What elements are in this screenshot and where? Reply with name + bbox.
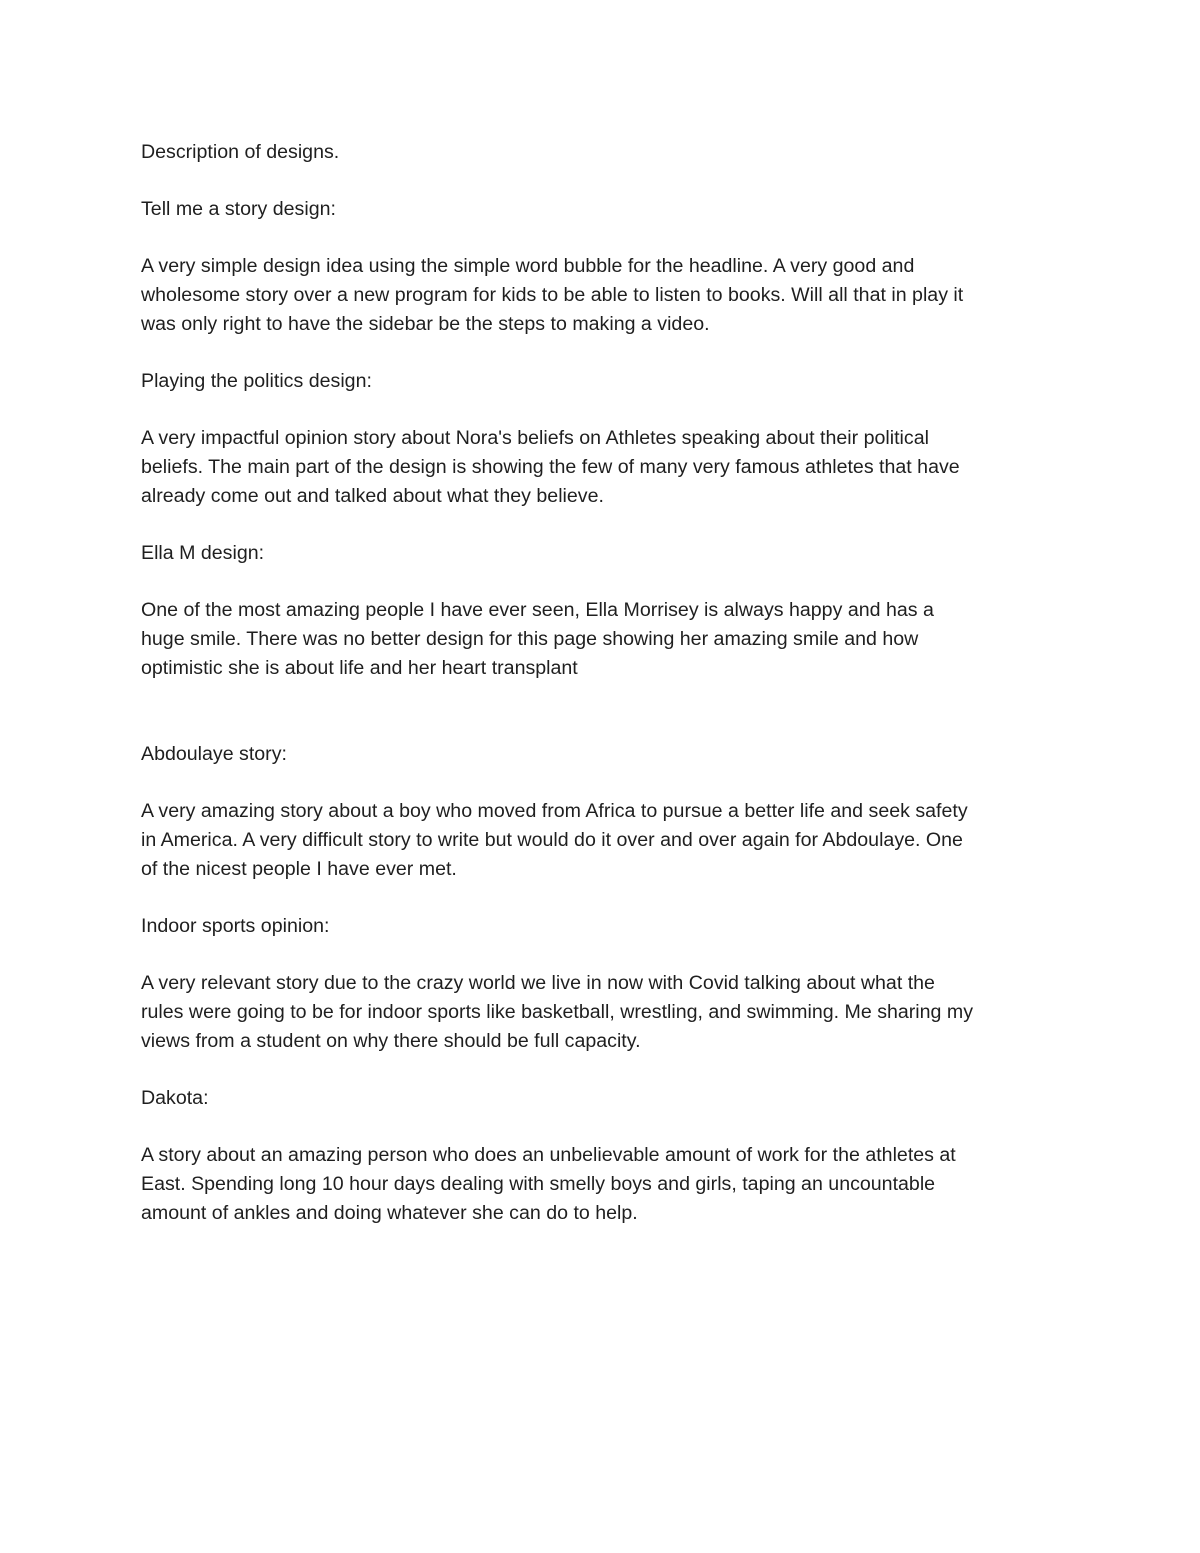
paragraph-line: in America. A very difficult story to write but would do it over and over again for Abdoulaye. One xyxy=(141,829,963,851)
paragraph-line: huge smile. There was no better design for this page showing her amazing smile and how xyxy=(141,628,919,650)
paragraph-line: of the nicest people I have ever met. xyxy=(141,858,457,880)
section-heading: Tell me a story design: xyxy=(141,198,336,220)
section-heading: Ella M design: xyxy=(141,542,265,564)
paragraph-line: beliefs. The main part of the design is showing the few of many very famous athletes that have xyxy=(141,456,960,478)
paragraph-line: was only right to have the sidebar be the steps to making a video. xyxy=(141,313,710,335)
section-paragraph xyxy=(141,797,1080,884)
paragraph-line: wholesome story over a new program for kids to be able to listen to books. Will all that in play it xyxy=(141,284,964,306)
blank-line xyxy=(141,711,1080,740)
document-title: Description of designs. xyxy=(141,141,340,163)
paragraph-line: amount of ankles and doing whatever she can do to help. xyxy=(141,1202,638,1224)
section-heading: Indoor sports opinion: xyxy=(141,915,330,937)
section-paragraph xyxy=(141,969,1080,1056)
section-heading: Abdoulaye story: xyxy=(141,743,287,765)
section-paragraph xyxy=(141,1141,1080,1228)
section-heading: Playing the politics design: xyxy=(141,370,372,392)
paragraph-line: A very simple design idea using the simple word bubble for the headline. A very good and xyxy=(141,255,915,277)
paragraph-line: One of the most amazing people I have ever seen, Ella Morrisey is always happy and has a xyxy=(141,599,934,621)
section-heading: Dakota: xyxy=(141,1087,209,1109)
paragraph-line: A very amazing story about a boy who moved from Africa to pursue a better life and seek safety xyxy=(141,800,968,822)
paragraph-line: A very impactful opinion story about Nora's beliefs on Athletes speaking about their political xyxy=(141,427,929,449)
paragraph-line: East. Spending long 10 hour days dealing with smelly boys and girls, taping an uncountable xyxy=(141,1173,936,1195)
paragraph-line: views from a student on why there should be full capacity. xyxy=(141,1030,641,1052)
paragraph-line: A story about an amazing person who does an unbelievable amount of work for the athletes at xyxy=(141,1144,956,1166)
paragraph-line: A very relevant story due to the crazy world we live in now with Covid talking about what the xyxy=(141,972,935,994)
section-paragraph xyxy=(141,424,1080,511)
paragraph-line: optimistic she is about life and her heart transplant xyxy=(141,657,578,679)
section-paragraph xyxy=(141,252,1080,339)
paragraph-line: already come out and talked about what they believe. xyxy=(141,485,604,507)
section-paragraph xyxy=(141,596,1080,683)
paragraph-line: rules were going to be for indoor sports like basketball, wrestling, and swimming. Me sharing my xyxy=(141,1001,974,1023)
